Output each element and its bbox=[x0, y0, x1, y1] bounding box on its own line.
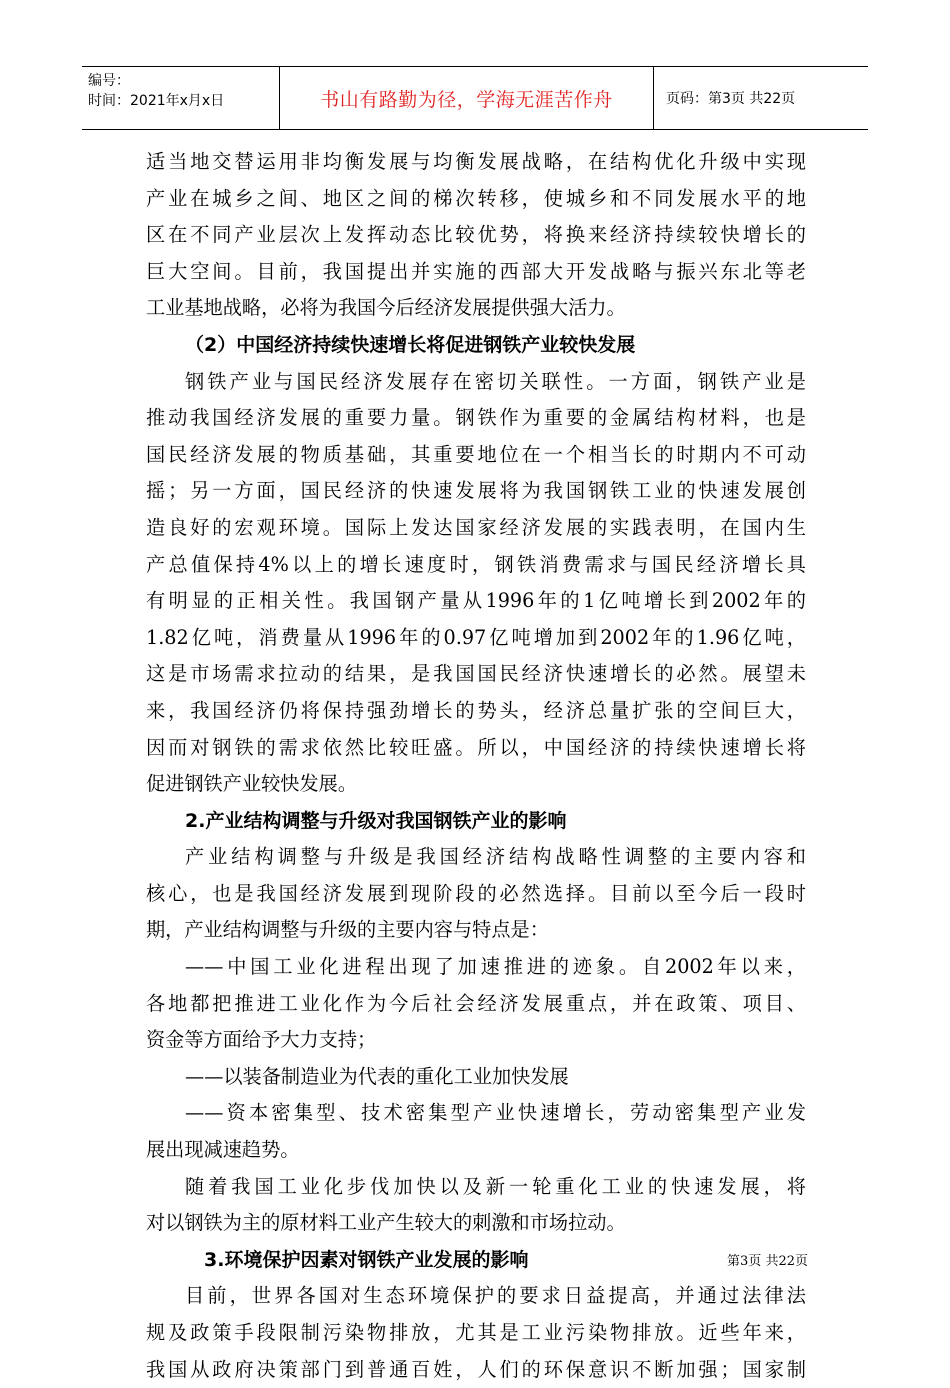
section-heading: 2.产业结构调整与升级对我国钢铁产业的影响 bbox=[185, 809, 567, 832]
body-line: 巨大空间。目前，我国提出并实施的西部大开发战略与振兴东北等老 bbox=[146, 259, 806, 283]
body-line: 有明显的正相关性。我国钢产量从1996年的1亿吨增长到2002年的 bbox=[146, 589, 806, 613]
body-line: ——中国工业化进程出现了加速推进的迹象。自2002年以来， bbox=[185, 955, 806, 979]
body-line: 目前，世界各国对生态环境保护的要求日益提高，并通过法律法 bbox=[185, 1284, 806, 1308]
body-line: 期，产业结构调整与升级的主要内容与特点是： bbox=[146, 918, 549, 942]
header-meta bbox=[82, 67, 280, 129]
body-line: 展出现减速趋势。 bbox=[146, 1138, 300, 1162]
document-number-label: 编号： bbox=[88, 73, 130, 89]
body-line: 产业在城乡之间、地区之间的梯次转移，使城乡和不同发展水平的地 bbox=[146, 186, 806, 210]
body-line: 各地都把推进工业化作为今后社会经济发展重点，并在政策、项目、 bbox=[146, 991, 806, 1015]
body-line: 1.82亿吨，消费量从1996年的0.97亿吨增加到2002年的1.96亿吨， bbox=[146, 625, 806, 649]
body-line: 推动我国经济发展的重要力量。钢铁作为重要的金属结构材料，也是 bbox=[146, 406, 806, 430]
body-line: 随着我国工业化步伐加快以及新一轮重化工业的快速发展，将 bbox=[185, 1174, 806, 1198]
page-header bbox=[82, 66, 868, 130]
body-line: 规及政策手段限制污染物排放，尤其是工业污染物排放。近些年来， bbox=[146, 1321, 806, 1344]
body-line: 因而对钢铁的需求依然比较旺盛。所以，中国经济的持续快速增长将 bbox=[146, 735, 806, 759]
body-line: 区在不同产业层次上发挥动态比较优势，将换来经济持续较快增长的 bbox=[146, 223, 806, 247]
body-line: 国民经济发展的物质基础，其重要地位在一个相当长的时期内不可动 bbox=[146, 442, 806, 466]
section-heading: 3.环境保护因素对钢铁产业发展的影响 bbox=[204, 1248, 529, 1271]
body-line: ——以装备制造业为代表的重化工业加快发展 bbox=[185, 1064, 569, 1088]
body-line: 产总值保持4%以上的增长速度时，钢铁消费需求与国民经济增长具 bbox=[146, 552, 806, 576]
page-footer-number: 第3页 共22页 bbox=[727, 1254, 808, 1269]
body-line: 摇；另一方面，国民经济的快速发展将为我国钢铁工业的快速发展创 bbox=[146, 479, 806, 503]
body-line: 工业基地战略，必将为我国今后经济发展提供强大活力。 bbox=[146, 296, 626, 320]
body-line: 造良好的宏观环境。国际上发达国家经济发展的实践表明，在国内生 bbox=[146, 515, 806, 539]
body-line: 对以钢铁为主的原材料工业产生较大的刺激和市场拉动。 bbox=[146, 1211, 626, 1235]
document-time-label: 时间：2021年x月x日 bbox=[88, 93, 225, 109]
document-body bbox=[146, 144, 806, 1388]
header-motto: 书山有路勤为径，学海无涯苦作舟 bbox=[280, 67, 654, 129]
body-line: 产业结构调整与升级是我国经济结构战略性调整的主要内容和 bbox=[185, 845, 806, 869]
body-line: 适当地交替运用非均衡发展与均衡发展战略，在结构优化升级中实现 bbox=[146, 150, 806, 173]
section-heading: （2）中国经济持续快速增长将促进钢铁产业较快发展 bbox=[185, 333, 636, 356]
body-line: 我国从政府决策部门到普通百姓，人们的环保意识不断加强；国家制 bbox=[146, 1357, 806, 1381]
header-page-info: 页码：第3页 共22页 bbox=[666, 91, 796, 107]
body-line: 促进钢铁产业较快发展。 bbox=[146, 772, 358, 796]
body-line: 钢铁产业与国民经济发展存在密切关联性。一方面，钢铁产业是 bbox=[185, 369, 806, 393]
body-line: 来，我国经济仍将保持强劲增长的势头，经济总量扩张的空间巨大， bbox=[146, 698, 806, 722]
body-line: 核心，也是我国经济发展到现阶段的必然选择。目前以至今后一段时 bbox=[146, 881, 806, 905]
body-line: 资金等方面给予大力支持； bbox=[146, 1028, 377, 1052]
body-line: 这是市场需求拉动的结果，是我国国民经济快速增长的必然。展望未 bbox=[146, 662, 806, 686]
body-line: ——资本密集型、技术密集型产业快速增长，劳动密集型产业发 bbox=[185, 1101, 806, 1125]
